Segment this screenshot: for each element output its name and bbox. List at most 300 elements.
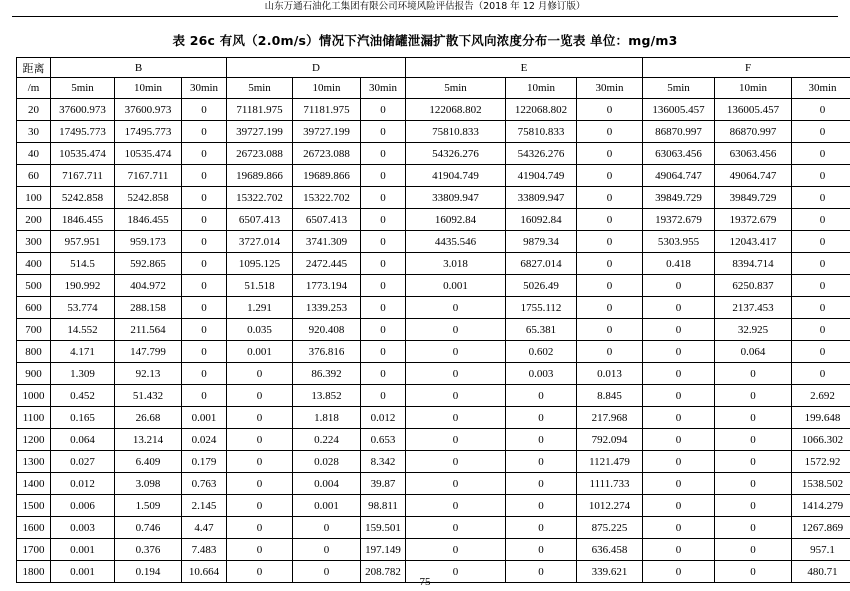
- concentration-cell: 0: [577, 297, 643, 319]
- concentration-cell: 0: [715, 451, 792, 473]
- concentration-cell: 0: [227, 495, 293, 517]
- concentration-cell: 0: [406, 451, 506, 473]
- concentration-cell: 2.145: [182, 495, 227, 517]
- concentration-cell: 19372.679: [715, 209, 792, 231]
- concentration-cell: 0: [715, 561, 792, 583]
- concentration-cell: 0: [361, 165, 406, 187]
- concentration-cell: 0.179: [182, 451, 227, 473]
- concentration-cell: 0: [715, 495, 792, 517]
- concentration-cell: 16092.84: [406, 209, 506, 231]
- concentration-cell: 404.972: [115, 275, 182, 297]
- concentration-cell: 0: [361, 341, 406, 363]
- concentration-cell: 92.13: [115, 363, 182, 385]
- concentration-cell: 197.149: [361, 539, 406, 561]
- table-row: [17, 99, 850, 121]
- concentration-cell: 0: [182, 341, 227, 363]
- concentration-cell: 7.483: [182, 539, 227, 561]
- concentration-cell: 957.1: [792, 539, 850, 561]
- concentration-cell: 0: [406, 495, 506, 517]
- distance-cell: 1600: [17, 517, 51, 539]
- concentration-cell: 1111.733: [577, 473, 643, 495]
- concentration-cell: 0: [792, 297, 850, 319]
- concentration-cell: 39.87: [361, 473, 406, 495]
- concentration-cell: 0: [182, 253, 227, 275]
- concentration-cell: 7167.711: [51, 165, 115, 187]
- concentration-cell: 0: [406, 363, 506, 385]
- concentration-cell: 37600.973: [115, 99, 182, 121]
- concentration-cell: 0: [182, 363, 227, 385]
- concentration-cell: 0: [792, 253, 850, 275]
- concentration-cell: 75810.833: [506, 121, 577, 143]
- concentration-cell: 2.692: [792, 385, 850, 407]
- time-header: 5min: [227, 78, 293, 99]
- concentration-cell: 190.992: [51, 275, 115, 297]
- table-row: [17, 539, 850, 561]
- concentration-cell: 0: [406, 407, 506, 429]
- table-row: [17, 253, 850, 275]
- concentration-cell: 0: [577, 253, 643, 275]
- concentration-cell: 0: [227, 363, 293, 385]
- concentration-cell: 0: [643, 473, 715, 495]
- concentration-cell: 0: [182, 231, 227, 253]
- concentration-cell: 0: [227, 517, 293, 539]
- concentration-cell: 15322.702: [293, 187, 361, 209]
- concentration-cell: 3.098: [115, 473, 182, 495]
- concentration-cell: 0: [792, 341, 850, 363]
- concentration-cell: 0.028: [293, 451, 361, 473]
- stability-e-header: E: [406, 58, 643, 78]
- concentration-cell: 37600.973: [51, 99, 115, 121]
- concentration-cell: 0: [506, 407, 577, 429]
- concentration-cell: 75810.833: [406, 121, 506, 143]
- concentration-cell: 0: [293, 539, 361, 561]
- concentration-cell: 32.925: [715, 319, 792, 341]
- concentration-cell: 0: [506, 517, 577, 539]
- table-row: [17, 495, 850, 517]
- distance-cell: 300: [17, 231, 51, 253]
- concentration-cell: 211.564: [115, 319, 182, 341]
- concentration-cell: 63063.456: [643, 143, 715, 165]
- table-title: 表 26c 有风（2.0m/s）情况下汽油储罐泄漏扩散下风向浓度分布一览表 单位：mg/m3: [172, 33, 678, 48]
- concentration-cell: 0.003: [51, 517, 115, 539]
- concentration-cell: 98.811: [361, 495, 406, 517]
- concentration-cell: 0.024: [182, 429, 227, 451]
- concentration-cell: 0: [506, 561, 577, 583]
- concentration-cell: 0: [361, 231, 406, 253]
- concentration-cell: 0: [643, 407, 715, 429]
- concentration-cell: 0.653: [361, 429, 406, 451]
- table-row: [17, 517, 850, 539]
- concentration-cell: 0.006: [51, 495, 115, 517]
- concentration-cell: 49064.747: [715, 165, 792, 187]
- stability-f-header: F: [643, 58, 850, 78]
- concentration-cell: 875.225: [577, 517, 643, 539]
- page-number: 75: [419, 576, 431, 588]
- concentration-cell: 4435.546: [406, 231, 506, 253]
- distance-cell: 1800: [17, 561, 51, 583]
- concentration-cell: 51.518: [227, 275, 293, 297]
- concentration-cell: 17495.773: [115, 121, 182, 143]
- concentration-cell: 0: [361, 209, 406, 231]
- concentration-cell: 2472.445: [293, 253, 361, 275]
- concentration-cell: 0: [182, 165, 227, 187]
- concentration-cell: 0: [715, 539, 792, 561]
- concentration-cell: 1.509: [115, 495, 182, 517]
- stability-b-header: B: [51, 58, 227, 78]
- concentration-cell: 0: [182, 275, 227, 297]
- concentration-cell: 1846.455: [115, 209, 182, 231]
- table-row: [17, 275, 850, 297]
- concentration-cell: 0: [792, 319, 850, 341]
- concentration-cell: 0.001: [406, 275, 506, 297]
- table-row: [17, 363, 850, 385]
- concentration-cell: 71181.975: [293, 99, 361, 121]
- concentration-cell: 514.5: [51, 253, 115, 275]
- concentration-cell: 1773.194: [293, 275, 361, 297]
- concentration-table: [16, 57, 850, 583]
- concentration-cell: 0.418: [643, 253, 715, 275]
- concentration-cell: 0: [361, 143, 406, 165]
- concentration-cell: 3727.014: [227, 231, 293, 253]
- concentration-cell: 957.951: [51, 231, 115, 253]
- table-row: [17, 473, 850, 495]
- concentration-cell: 16092.84: [506, 209, 577, 231]
- concentration-cell: 0: [406, 341, 506, 363]
- concentration-cell: 0: [506, 451, 577, 473]
- concentration-cell: 0.452: [51, 385, 115, 407]
- concentration-cell: 86.392: [293, 363, 361, 385]
- concentration-cell: 0: [182, 209, 227, 231]
- concentration-cell: 0.004: [293, 473, 361, 495]
- concentration-cell: 0.165: [51, 407, 115, 429]
- concentration-cell: 0: [643, 451, 715, 473]
- concentration-cell: 1846.455: [51, 209, 115, 231]
- concentration-cell: 0: [182, 121, 227, 143]
- concentration-cell: 159.501: [361, 517, 406, 539]
- time-header: 30min: [577, 78, 643, 99]
- time-header: 5min: [643, 78, 715, 99]
- distance-cell: 1100: [17, 407, 51, 429]
- concentration-cell: 0: [715, 517, 792, 539]
- concentration-cell: 920.408: [293, 319, 361, 341]
- distance-cell: 1000: [17, 385, 51, 407]
- concentration-cell: 0: [227, 561, 293, 583]
- distance-cell: 1700: [17, 539, 51, 561]
- concentration-cell: 0.376: [115, 539, 182, 561]
- concentration-cell: 5303.955: [643, 231, 715, 253]
- distance-cell: 20: [17, 99, 51, 121]
- concentration-cell: 0: [792, 121, 850, 143]
- distance-cell: 1400: [17, 473, 51, 495]
- concentration-cell: 8.845: [577, 385, 643, 407]
- concentration-cell: 41904.749: [406, 165, 506, 187]
- concentration-cell: 0: [406, 539, 506, 561]
- concentration-cell: 217.968: [577, 407, 643, 429]
- concentration-cell: 0: [715, 385, 792, 407]
- concentration-cell: 13.214: [115, 429, 182, 451]
- table-row: [17, 165, 850, 187]
- distance-cell: 700: [17, 319, 51, 341]
- concentration-cell: 0: [361, 275, 406, 297]
- concentration-cell: 0.064: [715, 341, 792, 363]
- concentration-cell: 0.001: [227, 341, 293, 363]
- concentration-cell: 0: [577, 99, 643, 121]
- concentration-cell: 0: [577, 187, 643, 209]
- concentration-cell: 0: [643, 341, 715, 363]
- table-row: [17, 429, 850, 451]
- concentration-cell: 0: [182, 187, 227, 209]
- concentration-cell: 122068.802: [406, 99, 506, 121]
- concentration-cell: 4.171: [51, 341, 115, 363]
- distance-cell: 600: [17, 297, 51, 319]
- concentration-cell: 376.816: [293, 341, 361, 363]
- concentration-cell: 1572.92: [792, 451, 850, 473]
- concentration-cell: 0: [227, 385, 293, 407]
- concentration-cell: 0: [227, 473, 293, 495]
- concentration-cell: 0: [792, 275, 850, 297]
- concentration-cell: 53.774: [51, 297, 115, 319]
- concentration-cell: 71181.975: [227, 99, 293, 121]
- concentration-cell: 592.865: [115, 253, 182, 275]
- concentration-cell: 0.194: [115, 561, 182, 583]
- concentration-cell: 0: [406, 473, 506, 495]
- concentration-cell: 39727.199: [227, 121, 293, 143]
- distance-cell: 800: [17, 341, 51, 363]
- concentration-cell: 0.064: [51, 429, 115, 451]
- concentration-cell: 0: [506, 473, 577, 495]
- concentration-cell: 19689.866: [293, 165, 361, 187]
- concentration-cell: 54326.276: [406, 143, 506, 165]
- concentration-cell: 26.68: [115, 407, 182, 429]
- concentration-cell: 3.018: [406, 253, 506, 275]
- concentration-cell: 5242.858: [115, 187, 182, 209]
- concentration-cell: 0: [577, 231, 643, 253]
- table-row: [17, 297, 850, 319]
- concentration-cell: 65.381: [506, 319, 577, 341]
- distance-cell: 60: [17, 165, 51, 187]
- concentration-cell: 86870.997: [643, 121, 715, 143]
- concentration-cell: 0: [643, 561, 715, 583]
- concentration-cell: 122068.802: [506, 99, 577, 121]
- concentration-cell: 17495.773: [51, 121, 115, 143]
- concentration-cell: 0: [182, 143, 227, 165]
- concentration-cell: 26723.088: [227, 143, 293, 165]
- concentration-cell: 0: [715, 473, 792, 495]
- concentration-cell: 0: [715, 363, 792, 385]
- concentration-cell: 0: [293, 517, 361, 539]
- concentration-cell: 0: [227, 429, 293, 451]
- concentration-cell: 1.818: [293, 407, 361, 429]
- concentration-cell: 10535.474: [115, 143, 182, 165]
- concentration-cell: 0: [182, 99, 227, 121]
- time-header: 10min: [115, 78, 182, 99]
- table-row: [17, 385, 850, 407]
- concentration-cell: 0: [577, 143, 643, 165]
- concentration-cell: 0: [361, 363, 406, 385]
- distance-cell: 500: [17, 275, 51, 297]
- concentration-cell: 0: [506, 385, 577, 407]
- concentration-cell: 0: [182, 297, 227, 319]
- concentration-cell: 0.001: [51, 561, 115, 583]
- concentration-cell: 0: [643, 539, 715, 561]
- concentration-cell: 5026.49: [506, 275, 577, 297]
- time-header: 5min: [51, 78, 115, 99]
- concentration-cell: 0: [577, 341, 643, 363]
- concentration-cell: 6250.837: [715, 275, 792, 297]
- concentration-cell: 0: [182, 385, 227, 407]
- concentration-cell: 33809.947: [406, 187, 506, 209]
- concentration-cell: 63063.456: [715, 143, 792, 165]
- table-row: [17, 121, 850, 143]
- concentration-cell: 12043.417: [715, 231, 792, 253]
- time-header: 10min: [506, 78, 577, 99]
- time-header: 5min: [406, 78, 506, 99]
- table-row: [17, 209, 850, 231]
- concentration-cell: 0.602: [506, 341, 577, 363]
- concentration-cell: 6507.413: [227, 209, 293, 231]
- concentration-cell: 0: [506, 539, 577, 561]
- concentration-cell: 0: [361, 121, 406, 143]
- concentration-cell: 0: [506, 429, 577, 451]
- concentration-cell: 3741.309: [293, 231, 361, 253]
- concentration-cell: 0: [577, 121, 643, 143]
- concentration-cell: 0: [406, 517, 506, 539]
- concentration-cell: 0: [643, 319, 715, 341]
- concentration-cell: 0: [643, 517, 715, 539]
- concentration-cell: 208.782: [361, 561, 406, 583]
- concentration-cell: 1121.479: [577, 451, 643, 473]
- concentration-cell: 0: [792, 209, 850, 231]
- concentration-cell: 0: [182, 319, 227, 341]
- concentration-cell: 14.552: [51, 319, 115, 341]
- table-row: [17, 187, 850, 209]
- concentration-cell: 0.035: [227, 319, 293, 341]
- concentration-cell: 49064.747: [643, 165, 715, 187]
- concentration-cell: 0.001: [51, 539, 115, 561]
- concentration-cell: 19372.679: [643, 209, 715, 231]
- concentration-cell: 0.001: [182, 407, 227, 429]
- concentration-cell: 339.621: [577, 561, 643, 583]
- table-row: [17, 407, 850, 429]
- concentration-cell: 0.001: [293, 495, 361, 517]
- concentration-cell: 13.852: [293, 385, 361, 407]
- concentration-cell: 5242.858: [51, 187, 115, 209]
- table-row: [17, 231, 850, 253]
- table-row: [17, 319, 850, 341]
- concentration-cell: 26723.088: [293, 143, 361, 165]
- distance-cell: 1300: [17, 451, 51, 473]
- concentration-cell: 0: [361, 253, 406, 275]
- concentration-cell: 7167.711: [115, 165, 182, 187]
- table-row: [17, 451, 850, 473]
- concentration-cell: 2137.453: [715, 297, 792, 319]
- concentration-cell: 0: [506, 495, 577, 517]
- concentration-cell: 0: [361, 99, 406, 121]
- concentration-cell: 0.003: [506, 363, 577, 385]
- concentration-cell: 4.47: [182, 517, 227, 539]
- concentration-cell: 136005.457: [643, 99, 715, 121]
- distance-cell: 100: [17, 187, 51, 209]
- concentration-cell: 0: [792, 231, 850, 253]
- header-divider: [12, 16, 838, 17]
- concentration-cell: 0: [643, 363, 715, 385]
- concentration-cell: 0.746: [115, 517, 182, 539]
- distance-cell: 30: [17, 121, 51, 143]
- concentration-cell: 39849.729: [715, 187, 792, 209]
- concentration-cell: 959.173: [115, 231, 182, 253]
- concentration-cell: 0: [577, 209, 643, 231]
- concentration-cell: 636.458: [577, 539, 643, 561]
- time-header: 30min: [361, 78, 406, 99]
- page-header: 山东万通石油化工集团有限公司环境风险评估报告（2018 年 12 月修订版）: [264, 1, 586, 12]
- concentration-cell: 6827.014: [506, 253, 577, 275]
- stability-d-header: D: [227, 58, 406, 78]
- concentration-cell: 0: [227, 539, 293, 561]
- concentration-cell: 0: [406, 561, 506, 583]
- concentration-cell: 147.799: [115, 341, 182, 363]
- distance-cell: 40: [17, 143, 51, 165]
- concentration-cell: 10.664: [182, 561, 227, 583]
- concentration-cell: 0: [715, 407, 792, 429]
- distance-unit-header: /m: [17, 78, 51, 99]
- distance-cell: 200: [17, 209, 51, 231]
- concentration-cell: 51.432: [115, 385, 182, 407]
- header-row-stability: [17, 58, 850, 78]
- concentration-cell: 1066.302: [792, 429, 850, 451]
- header-row-time: [17, 78, 850, 99]
- concentration-cell: 0: [792, 99, 850, 121]
- concentration-cell: 0: [792, 187, 850, 209]
- concentration-cell: 0: [643, 275, 715, 297]
- concentration-cell: 0: [406, 429, 506, 451]
- concentration-cell: 1339.253: [293, 297, 361, 319]
- concentration-cell: 54326.276: [506, 143, 577, 165]
- table-row: [17, 341, 850, 363]
- concentration-cell: 199.648: [792, 407, 850, 429]
- concentration-cell: 0: [361, 297, 406, 319]
- concentration-cell: 8.342: [361, 451, 406, 473]
- concentration-cell: 0: [361, 319, 406, 341]
- concentration-cell: 86870.997: [715, 121, 792, 143]
- time-header: 30min: [792, 78, 850, 99]
- concentration-cell: 136005.457: [715, 99, 792, 121]
- concentration-cell: 0: [227, 407, 293, 429]
- concentration-cell: 0: [406, 385, 506, 407]
- concentration-cell: 0: [406, 319, 506, 341]
- concentration-cell: 1095.125: [227, 253, 293, 275]
- table-body: [17, 99, 850, 583]
- concentration-cell: 6507.413: [293, 209, 361, 231]
- concentration-cell: 39727.199: [293, 121, 361, 143]
- concentration-cell: 0: [361, 187, 406, 209]
- concentration-cell: 1538.502: [792, 473, 850, 495]
- concentration-cell: 1267.869: [792, 517, 850, 539]
- distance-cell: 1500: [17, 495, 51, 517]
- concentration-cell: 6.409: [115, 451, 182, 473]
- concentration-cell: 9879.34: [506, 231, 577, 253]
- concentration-cell: 0: [577, 319, 643, 341]
- concentration-cell: 480.71: [792, 561, 850, 583]
- concentration-cell: 0: [361, 385, 406, 407]
- distance-header: 距离: [17, 58, 51, 78]
- concentration-cell: 10535.474: [51, 143, 115, 165]
- concentration-cell: 0: [293, 561, 361, 583]
- concentration-cell: 0: [792, 363, 850, 385]
- concentration-cell: 19689.866: [227, 165, 293, 187]
- time-header: 10min: [293, 78, 361, 99]
- concentration-cell: 0: [643, 429, 715, 451]
- concentration-cell: 0.027: [51, 451, 115, 473]
